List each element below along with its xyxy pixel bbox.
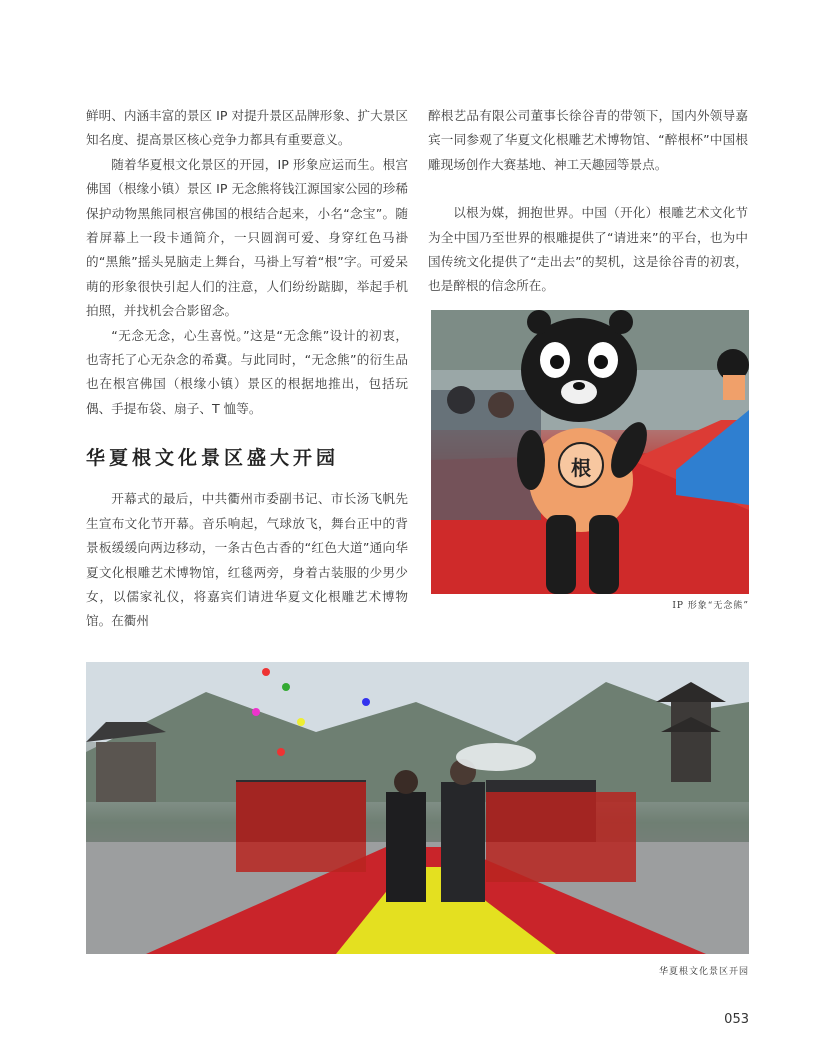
paragraph: 醉根艺品有限公司董事长徐谷青的带领下，国内外领导嘉宾一同参观了华夏文化根雕艺术博物馆、“醉根杯”中国根雕现场创作大赛基地、神工天趣园等景点。 bbox=[428, 108, 748, 172]
left-column bbox=[86, 104, 408, 634]
paragraph: “无念无念，心生喜悦。”这是“无念熊”设计的初衷，也寄托了心无杂念的希冀。与此同时，“无念熊”的衍生品也在根宫佛国（根缘小镇）景区的根据地推出，包括玩偶、手提布袋、扇子、T 恤等。 bbox=[86, 327, 408, 416]
right-column bbox=[428, 104, 748, 299]
photo-caption: IP 形象“无念熊” bbox=[672, 601, 749, 611]
paragraph: 随着华夏根文化景区的开园，IP 形象应运而生。根宫佛国（根缘小镇）景区 IP 无念熊将钱江源国家公园的珍稀保护动物黑熊同根宫佛国的根结合起来，小名“念宝”。随着屏幕上一段卡通简介，一只圆润可爱、身穿红色马褂的“黑熊”摇头晃脑走上舞台，马褂上写着“根”字。可爱呆萌的形象很快引起人们的注意，人们纷纷踮脚，举起手机拍照，并找机会合影留念。 bbox=[86, 156, 408, 319]
paragraph: 鲜明、内涵丰富的景区 IP 对提升景区品牌形象、扩大景区知名度、提高景区核心竞争力都具有重要意义。 bbox=[86, 108, 408, 148]
paragraph: 以根为媒，拥抱世界。中国（开化）根雕艺术文化节为全中国乃至世界的根雕提供了“请进来”的平台，也为中国传统文化提供了“走出去”的契机，这是徐谷青的初衷，也是醉根的信念所在。 bbox=[428, 205, 748, 294]
opening-ceremony-photo bbox=[86, 662, 749, 954]
mascot-photo bbox=[431, 310, 749, 594]
paragraph: 开幕式的最后，中共衢州市委副书记、市长汤飞帆先生宣布文化节开幕。音乐响起，气球放飞，舞台正中的背景板缓缓向两边移动，一条古色古香的“红色大道”通向华夏文化根雕艺术博物馆，红毯两旁，身着古装服的少男少女，以儒家礼仪，将嘉宾们请进华夏文化根雕艺术博物馆。在衢州 bbox=[86, 491, 408, 629]
mascot-badge-text: 根 bbox=[571, 456, 591, 480]
page-number: 053 bbox=[724, 1012, 749, 1027]
photo-caption: 华夏根文化景区开园 bbox=[658, 967, 749, 977]
ceremony-illustration bbox=[86, 662, 749, 954]
section-heading: 华夏根文化景区盛大开园 bbox=[86, 447, 340, 470]
